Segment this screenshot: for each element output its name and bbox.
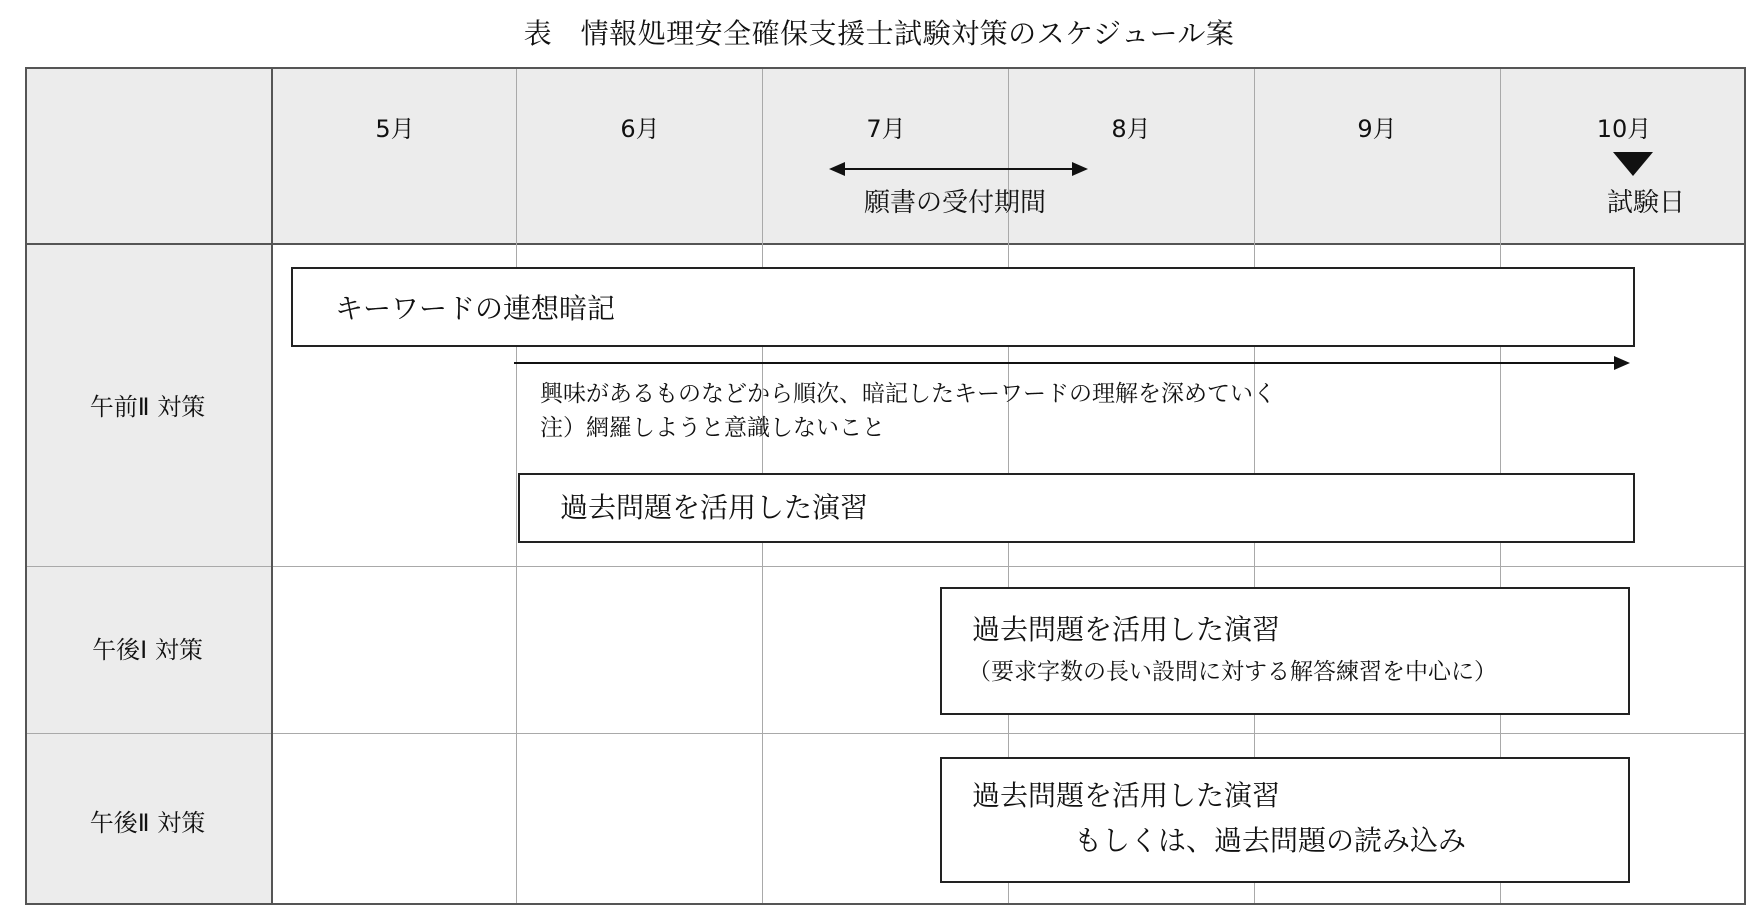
application-period-arrow-right <box>1072 162 1088 176</box>
keyword-memorization-label: キーワードの連想暗記 <box>335 292 616 325</box>
month-8: 8月 <box>1111 115 1151 143</box>
label-column-separator <box>271 69 273 903</box>
row-label-gogo2: 午後Ⅱ 対策 <box>89 809 206 837</box>
label-column-background <box>27 243 272 903</box>
month-6: 6月 <box>620 115 660 143</box>
page-title: 表 情報処理安全確保支援士試験対策のスケジュール案 <box>523 17 1235 50</box>
gogo2-practice-label: 過去問題を活用した演習 <box>972 779 1281 812</box>
gogo1-practice-box <box>940 587 1630 715</box>
month-5: 5月 <box>375 115 415 143</box>
gogo1-practice-detail: （要求字数の長い設問に対する解答練習を中心に） <box>968 659 1497 685</box>
exam-day-label: 試験日 <box>1606 188 1685 218</box>
keyword-understanding-note: 興味があるものなどから順次、暗記したキーワードの理解を深めていく <box>540 381 1276 407</box>
header-separator <box>27 243 1744 245</box>
gogo2-reading-label: もしくは、過去問題の読み込み <box>1074 824 1467 857</box>
row-label-gozen2: 午前Ⅱ 対策 <box>89 393 206 421</box>
row-divider-gogo1-gogo2 <box>27 733 1744 734</box>
gogo1-practice-label: 過去問題を活用した演習 <box>972 613 1281 646</box>
keyword-understanding-arrow-head <box>1614 356 1630 370</box>
month-divider-6 <box>516 69 517 903</box>
application-period-label: 願書の受付期間 <box>863 188 1046 218</box>
month-10: 10月 <box>1596 115 1652 143</box>
gogo2-practice-box <box>940 757 1630 883</box>
gozen2-practice-label: 過去問題を活用した演習 <box>560 491 869 524</box>
row-label-gogo1: 午後Ⅰ 対策 <box>92 636 203 664</box>
keyword-understanding-arrow-line <box>514 362 1627 364</box>
row-divider-gozen2-gogo1 <box>27 566 1744 567</box>
application-period-arrow-line <box>842 168 1086 170</box>
coverage-caution-note: 注）網羅しようと意識しないこと <box>540 415 885 441</box>
month-7: 7月 <box>866 115 906 143</box>
exam-day-marker-icon <box>1613 152 1653 176</box>
month-9: 9月 <box>1357 115 1397 143</box>
